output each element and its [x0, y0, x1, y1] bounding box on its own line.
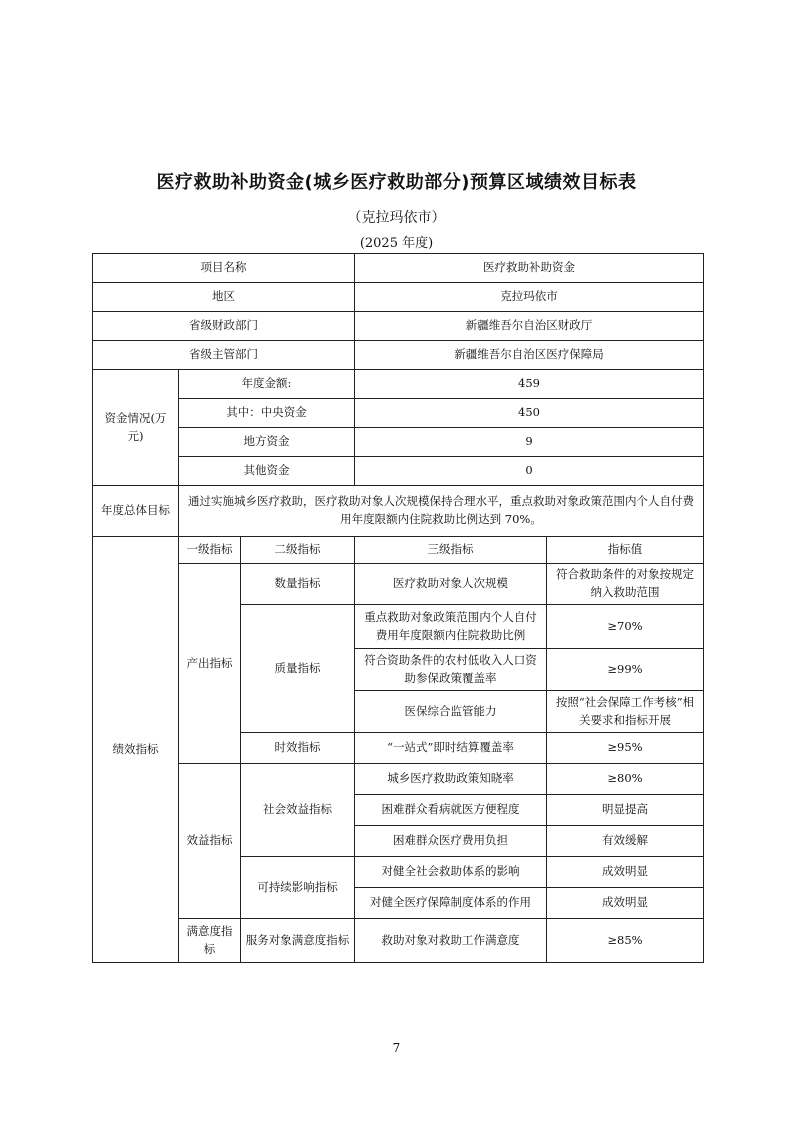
- indicator-value: 符合救助条件的对象按规定纳入救助范围: [547, 564, 704, 605]
- fiscal-year: (2025 年度): [359, 236, 434, 251]
- finance-department-value: 新疆维吾尔自治区财政厅: [355, 312, 704, 341]
- indicator-name: 医保综合监管能力: [355, 691, 547, 733]
- indicator-value: ≥80%: [547, 764, 704, 795]
- funds-row-value: 459: [355, 370, 704, 399]
- indicator-name: 困难群众看病就医方便程度: [355, 795, 547, 826]
- quantity-indicator-label: 数量指标: [241, 564, 355, 605]
- table-row: [93, 428, 704, 457]
- funds-row-value: 0: [355, 457, 704, 486]
- project-name-value: 医疗救助补助资金: [355, 254, 704, 283]
- finance-department-label: 省级财政部门: [93, 312, 355, 341]
- region-value: 克拉玛依市: [355, 283, 704, 312]
- funds-label: 资金情况(万元): [93, 370, 179, 486]
- header-level3: 三级指标: [355, 537, 547, 564]
- indicator-value: 成效明显: [547, 888, 704, 919]
- benefit-indicator-label: 效益指标: [179, 764, 241, 919]
- output-indicator-label: 产出指标: [179, 564, 241, 764]
- annual-goal-label: 年度总体目标: [93, 486, 179, 537]
- performance-target-table: [92, 253, 704, 963]
- indicator-name: 对健全社会救助体系的影响: [355, 857, 547, 888]
- indicator-name: 医疗救助对象人次规模: [355, 564, 547, 605]
- header-level2: 二级指标: [241, 537, 355, 564]
- table-row: [93, 312, 704, 341]
- indicator-value: ≥70%: [547, 605, 704, 649]
- table-row: [93, 564, 704, 605]
- indicator-name: 困难群众医疗费用负担: [355, 826, 547, 857]
- header-value: 指标值: [547, 537, 704, 564]
- indicator-value: ≥99%: [547, 649, 704, 691]
- table-row: [93, 370, 704, 399]
- sustainable-impact-label: 可持续影响指标: [241, 857, 355, 919]
- funds-row-value: 9: [355, 428, 704, 457]
- indicator-name: 城乡医疗救助政策知晓率: [355, 764, 547, 795]
- funds-row-label: 地方资金: [179, 428, 355, 457]
- indicator-value: 明显提高: [547, 795, 704, 826]
- table-row: [93, 486, 704, 537]
- indicator-name: 救助对象对救助工作满意度: [355, 919, 547, 963]
- funds-row-label: 年度金额:: [179, 370, 355, 399]
- project-name-label: 项目名称: [93, 254, 355, 283]
- funds-row-label: 其中：中央资金: [179, 399, 355, 428]
- service-satisfaction-label: 服务对象满意度指标: [241, 919, 355, 963]
- indicator-name: 符合资助条件的农村低收入人口资助参保政策覆盖率: [355, 649, 547, 691]
- region-subtitle: （克拉玛依市）: [347, 210, 446, 226]
- table-row: [93, 399, 704, 428]
- funds-row-value: 450: [355, 399, 704, 428]
- social-benefit-label: 社会效益指标: [241, 764, 355, 857]
- table-row: [93, 254, 704, 283]
- indicator-value: ≥95%: [547, 733, 704, 764]
- indicator-name: 重点救助对象政策范围内个人自付费用年度限额内住院救助比例: [355, 605, 547, 649]
- indicator-name: “一站式”即时结算覆盖率: [355, 733, 547, 764]
- table-row: [93, 919, 704, 963]
- indicator-name: 对健全医疗保障制度体系的作用: [355, 888, 547, 919]
- table-header-row: [93, 537, 704, 564]
- timeliness-indicator-label: 时效指标: [241, 733, 355, 764]
- table-row: [93, 341, 704, 370]
- authority-department-label: 省级主管部门: [93, 341, 355, 370]
- header-level1: 一级指标: [179, 537, 241, 564]
- indicator-value: 有效缓解: [547, 826, 704, 857]
- authority-department-value: 新疆维吾尔自治区医疗保障局: [355, 341, 704, 370]
- table-row: [93, 283, 704, 312]
- document-title: 医疗救助补助资金(城乡医疗救助部分)预算区域绩效目标表: [156, 172, 637, 193]
- region-label: 地区: [93, 283, 355, 312]
- performance-indicators-label: 绩效指标: [93, 537, 179, 963]
- indicator-value: 按照“社会保障工作考核”相关要求和指标开展: [547, 691, 704, 733]
- quality-indicator-label: 质量指标: [241, 605, 355, 733]
- table-row: [93, 764, 704, 795]
- satisfaction-indicator-label: 满意度指标: [179, 919, 241, 963]
- annual-goal-text: 通过实施城乡医疗救助，医疗救助对象人次规模保持合理水平，重点救助对象政策范围内个人自付费用年度限额内住院救助比例达到 70%。: [179, 486, 704, 537]
- indicator-value: 成效明显: [547, 857, 704, 888]
- page-number: 7: [392, 1041, 401, 1055]
- table-row: [93, 457, 704, 486]
- funds-row-label: 其他资金: [179, 457, 355, 486]
- indicator-value: ≥85%: [547, 919, 704, 963]
